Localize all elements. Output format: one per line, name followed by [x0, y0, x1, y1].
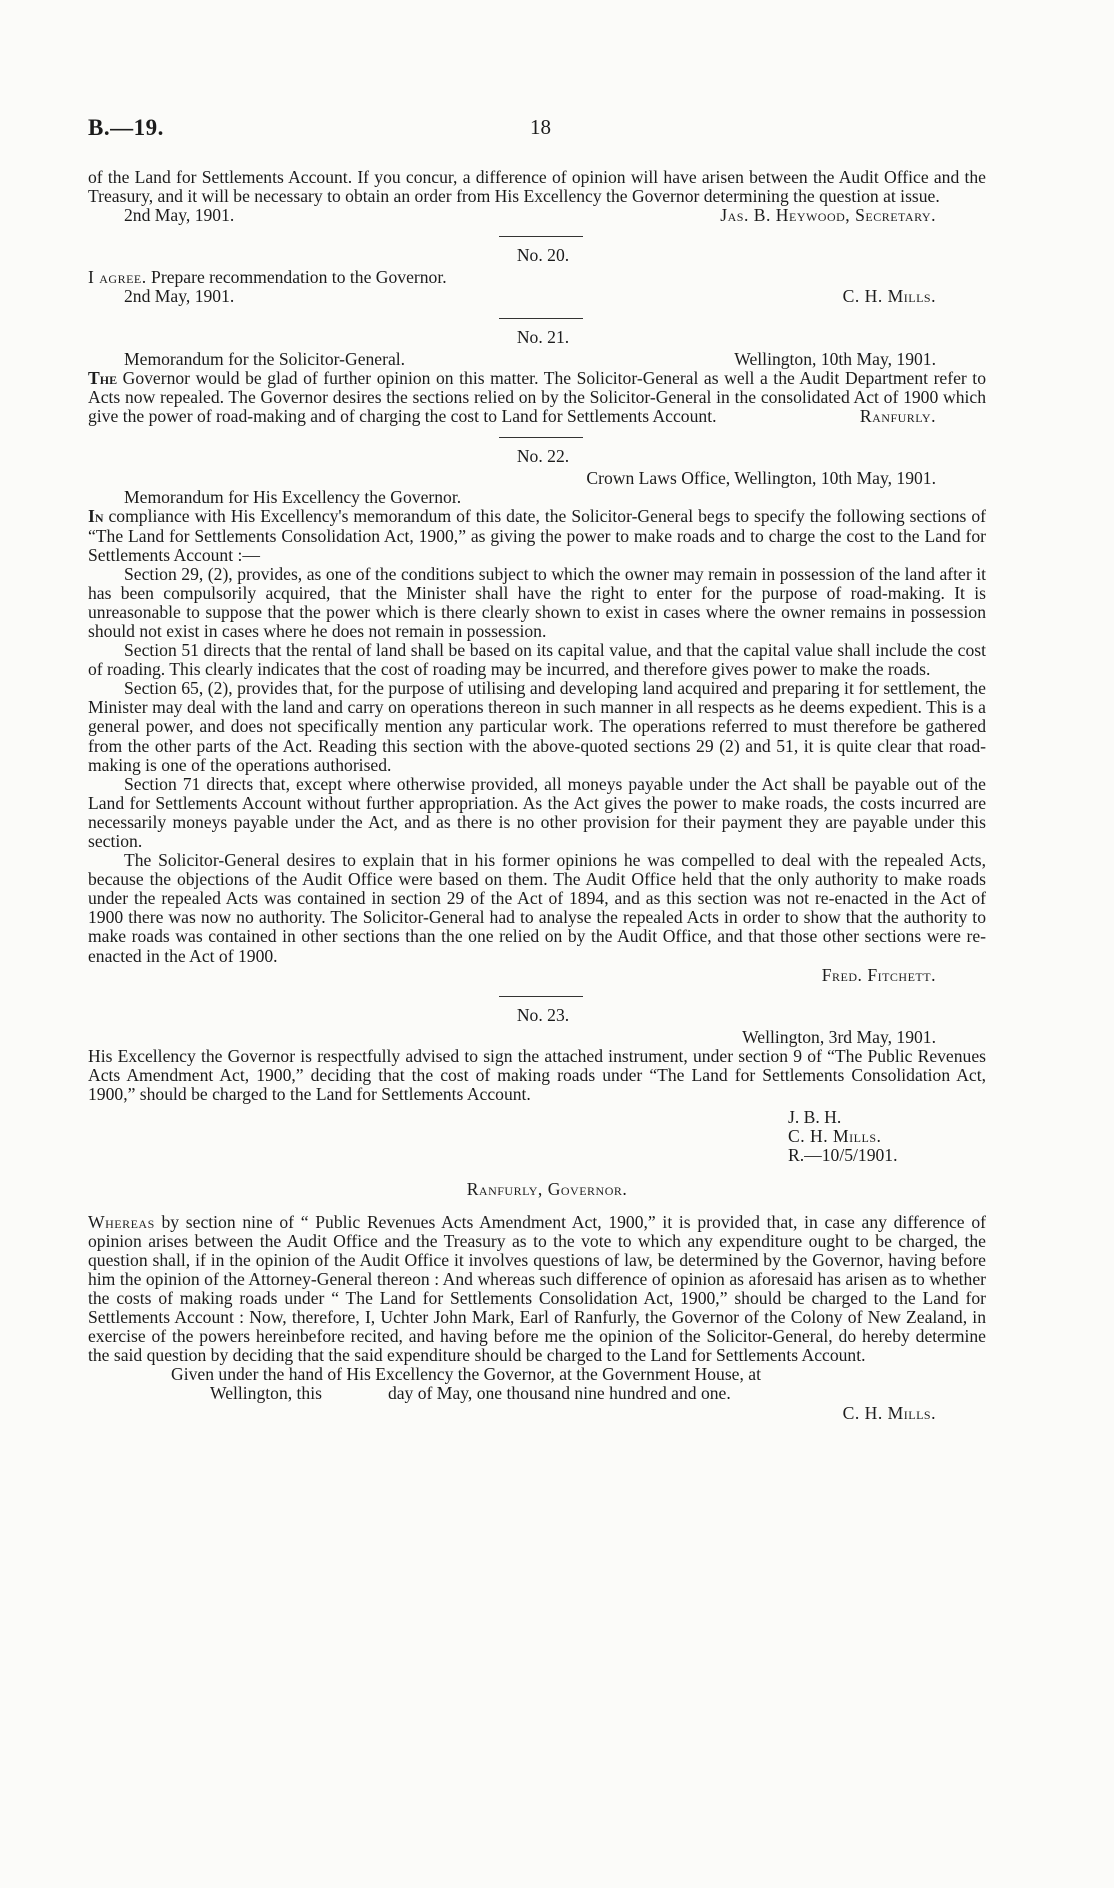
- paragraph-text: compliance with His Excellency's memorandum of this date, the Solicitor-General begs to specify the following sections of “The Land for Settlements Consolidation Act, 1900,” as giving the power to make roads and to charge the cost to the Land for Settlements Account :—: [88, 506, 986, 565]
- section-number: No. 23.: [516, 1004, 570, 1025]
- memo-heading: Memorandum for His Excellency the Governor.: [124, 487, 462, 508]
- section-divider: [499, 437, 583, 438]
- place-date: Wellington, 3rd May, 1901.: [742, 1026, 936, 1047]
- given-line: Wellington, this day of May, one thousand nine hundred and one.: [210, 1383, 731, 1404]
- page-number: 18: [530, 115, 551, 139]
- section-number: No. 22.: [516, 446, 570, 467]
- document-reference: B.—19.: [88, 115, 164, 140]
- initials: C. H. Mills.: [788, 1126, 882, 1147]
- initials-block: [788, 1108, 986, 1165]
- signature: C. H. Mills.: [842, 1402, 936, 1423]
- signature: C. H. Mills.: [842, 286, 936, 307]
- paragraph: [88, 507, 986, 564]
- signature: Ranfurly.: [859, 406, 936, 427]
- paragraph: [88, 1213, 986, 1366]
- section-no-19: [88, 168, 986, 225]
- lead-word: Whereas: [88, 1211, 155, 1232]
- date: 2nd May, 1901.: [124, 286, 235, 307]
- paragraph-text: Prepare recommendation to the Governor.: [146, 267, 447, 288]
- section-no-23: [88, 1006, 986, 1423]
- paragraph: His Excellency the Governor is respectfully advised to sign the attached instrument, under section 9 of “The Public Revenues Acts Amendment Act, 1900,” deciding that the cost of making roads under “The Land for Settlements Consolidation Act, 1900,” should be charged to the Land for Settlements Account.: [88, 1045, 986, 1105]
- place-date: Crown Laws Office, Wellington, 10th May, 1901.: [586, 468, 936, 489]
- date: 2nd May, 1901.: [124, 205, 235, 226]
- section-divider: [499, 318, 583, 319]
- governor-signature: Ranfurly, Governor.: [466, 1178, 628, 1199]
- given-line: Given under the hand of His Excellency the Governor, at the Government House, at: [171, 1364, 761, 1385]
- section-divider: [499, 996, 583, 997]
- section-number: No. 21.: [516, 326, 570, 347]
- paragraph: The Solicitor-General desires to explain that in his former opinions he was compelled to deal with the repealed Acts, because the objections of the Audit Office were based on them. The Audit Office held that the only authority to make roads under the repealed Acts was contained in section 29 of the Act of 1894, and as this section was not re-enacted in the Act of 1900 there was now no authority. The Solicitor-General had to analyse the repealed Acts in order to show that the authority to make roads was contained in other sections than the one relied on by the Audit Office, and that those other sections were re-enacted in the Act of 1900.: [88, 850, 986, 966]
- document-body: [88, 168, 986, 1423]
- memo-line: [88, 350, 986, 369]
- lead-word: I agree.: [88, 267, 147, 288]
- section-no-20: [88, 246, 986, 306]
- initials: R.—10/5/1901.: [788, 1145, 898, 1166]
- section-no-22: [88, 447, 986, 985]
- signature: Jas. B. Heywood, Secretary.: [720, 205, 936, 226]
- initials: J. B. H.: [788, 1107, 842, 1128]
- page-header: [0, 115, 1114, 148]
- paragraph-text: by section nine of “ Public Revenues Acts Amendment Act, 1900,” it is provided that, in case any difference of opinion arises between the Audit Office and the Treasury as to the vote to which any expenditure ought to be charged, the question shall, if in the opinion of the Audit Office it involves questions of law, be determined by the Governor, having before him the opinion of the Attorney-General thereon : And whereas such difference of opinion as aforesaid has arisen as to whether the costs of making roads under “ The Land for Settlements Consolidation Act, 1900,” should be charged to the Land for Settlements Account : Now, therefore, I, Uchter John Mark, Earl of Ranfurly, the Governor of the Colony of New Zealand, in exercise of the powers hereinbefore recited, and having before me the opinion of the Solicitor-General, do hereby determine the said question by deciding that the said expenditure should be charged to the Land for Settlements Account.: [88, 1211, 986, 1366]
- paragraph: of the Land for Settlements Account. If you concur, a difference of opinion will have arisen between the Audit Office and the Treasury, and it will be necessary to obtain an order from His Excellency the Governor determining the question at issue.: [88, 167, 986, 207]
- section-divider: [499, 236, 583, 237]
- date-signature-line: [88, 287, 986, 306]
- paragraph: Section 65, (2), provides that, for the purpose of utilising and developing land acquired and preparing it for settlement, the Minister may deal with the land and carry on operations thereon in such manner in all respects as he deems expedient. This is a general power, and does not specifically mention any particular work. The operations referred to must therefore be gathered from the other parts of the Act. Reading this section with the above-quoted sections 29 (2) and 51, it is quite clear that road-making is one of the operations authorised.: [88, 678, 986, 775]
- paragraph: Section 29, (2), provides, as one of the conditions subject to which the owner may remain in possession of the land after it has been compulsorily acquired, that the Minister shall have the right to enter for the purpose of road-making. It is unreasonable to suppose that the power which is there clearly shown to exist in cases where the owner remains in possession should not exist in cases where he does not remain in possession.: [88, 563, 986, 641]
- lead-word: The: [88, 367, 118, 388]
- section-number: No. 20.: [516, 245, 570, 266]
- paragraph: [88, 268, 986, 287]
- place-date: Wellington, 10th May, 1901.: [734, 348, 936, 369]
- paragraph-text: Governor would be glad of further opinion on this matter. The Solicitor-General as well a the Audit Department refer to Acts now repealed. The Governor desires the sections relied on by the Solicitor-General in the consolidated Act of 1900 which give the power of road-making and of charging the cost to Land for Settlements Account.: [88, 367, 986, 426]
- signature: Fred. Fitchett.: [821, 964, 936, 985]
- lead-word: In: [88, 506, 104, 527]
- paragraph: Section 71 directs that, except where otherwise provided, all moneys payable under the Act shall be payable out of the Land for Settlements Account without further appropriation. As the Act gives the power to make roads, the costs incurred are necessarily moneys payable under the Act, and as there is no other provision for their payment they are payable under this section.: [88, 773, 986, 851]
- section-no-21: [88, 328, 986, 427]
- memo-heading: Memorandum for the Solicitor-General.: [124, 348, 406, 369]
- paragraph: Section 51 directs that the rental of land shall be based on its capital value, and that the capital value shall include the cost of roading. This clearly indicates that the cost of roading may be incurred, and therefore gives power to make the roads.: [88, 640, 986, 680]
- date-signature-line: [88, 206, 986, 225]
